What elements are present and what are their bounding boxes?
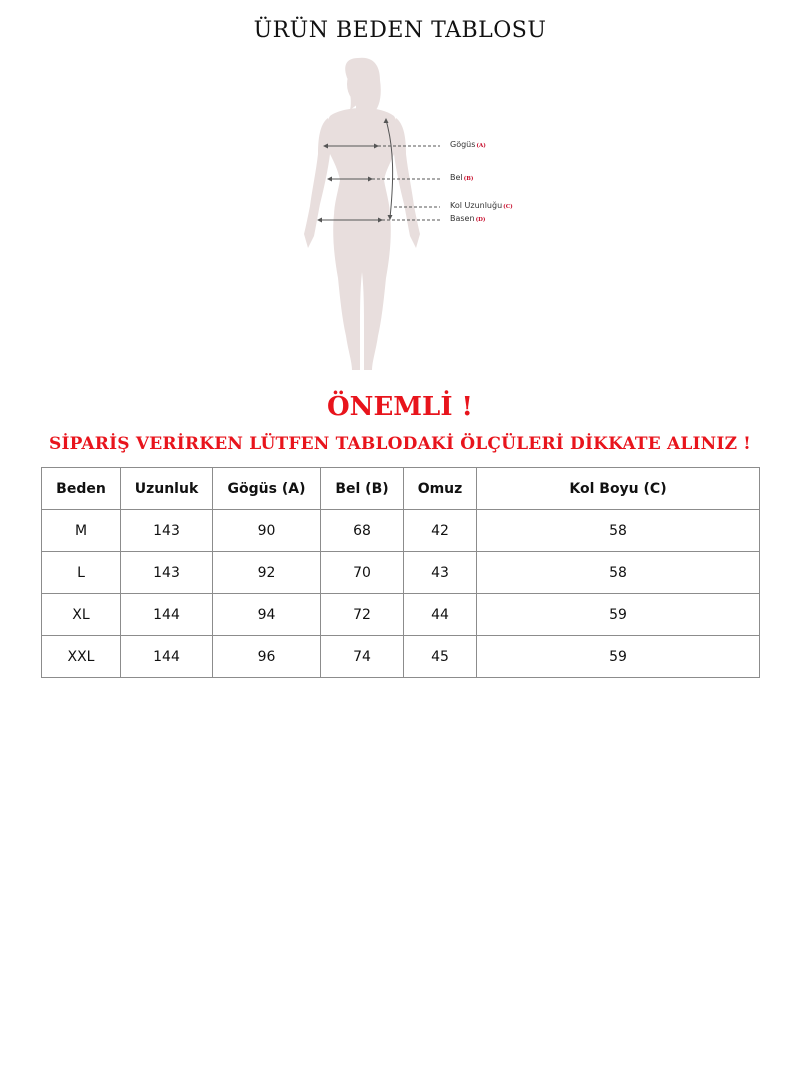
table-cell: 72: [321, 594, 404, 636]
table-row: [42, 594, 760, 636]
label-kol-code: (C): [503, 204, 513, 210]
label-basen-name: Basen: [450, 214, 475, 223]
important-heading: ÖNEMLİ !: [327, 392, 473, 422]
col-header-beden: Beden: [42, 468, 121, 510]
label-bel: [450, 173, 474, 182]
label-gogus: [450, 140, 486, 149]
table-cell: 144: [121, 594, 213, 636]
table-cell: XL: [42, 594, 121, 636]
table-cell: 90: [213, 510, 321, 552]
col-header-gogus: Gögüs (A): [213, 468, 321, 510]
table-cell: XXL: [42, 636, 121, 678]
table-cell: 68: [321, 510, 404, 552]
label-kol-name: Kol Uzunluğu: [450, 201, 503, 210]
table-cell: 70: [321, 552, 404, 594]
order-notice: SİPARİŞ VERİRKEN LÜTFEN TABLODAKİ ÖLÇÜLERİ DİKKATE ALINIZ !: [49, 434, 751, 454]
table-cell: 58: [477, 510, 760, 552]
table-header-row: [42, 468, 760, 510]
table-cell: 144: [121, 636, 213, 678]
table-row: [42, 510, 760, 552]
label-gogus-code: (A): [476, 143, 486, 149]
table-cell: 94: [213, 594, 321, 636]
table-row: [42, 636, 760, 678]
woman-silhouette-icon: [290, 58, 530, 374]
col-header-bel: Bel (B): [321, 468, 404, 510]
size-table: [41, 467, 760, 678]
col-header-kol-boyu: Kol Boyu (C): [477, 468, 760, 510]
table-row: [42, 552, 760, 594]
table-cell: 96: [213, 636, 321, 678]
table-cell: 74: [321, 636, 404, 678]
label-basen-code: (D): [475, 217, 486, 223]
table-cell: 59: [477, 594, 760, 636]
col-header-omuz: Omuz: [404, 468, 477, 510]
table-cell: 143: [121, 510, 213, 552]
table-cell: 143: [121, 552, 213, 594]
table-cell: 92: [213, 552, 321, 594]
label-bel-name: Bel: [450, 173, 463, 182]
table-cell: 45: [404, 636, 477, 678]
label-gogus-name: Gögüs: [450, 140, 476, 149]
table-cell: 58: [477, 552, 760, 594]
table-cell: 44: [404, 594, 477, 636]
table-cell: 59: [477, 636, 760, 678]
page-title: ÜRÜN BEDEN TABLOSU: [253, 18, 547, 43]
table-cell: L: [42, 552, 121, 594]
body-measurement-figure: [290, 58, 530, 374]
table-cell: 42: [404, 510, 477, 552]
label-basen: [450, 214, 486, 223]
table-cell: 43: [404, 552, 477, 594]
label-bel-code: (B): [463, 176, 474, 182]
table-cell: M: [42, 510, 121, 552]
label-kol-uzunlugu: [450, 201, 513, 210]
col-header-uzunluk: Uzunluk: [121, 468, 213, 510]
